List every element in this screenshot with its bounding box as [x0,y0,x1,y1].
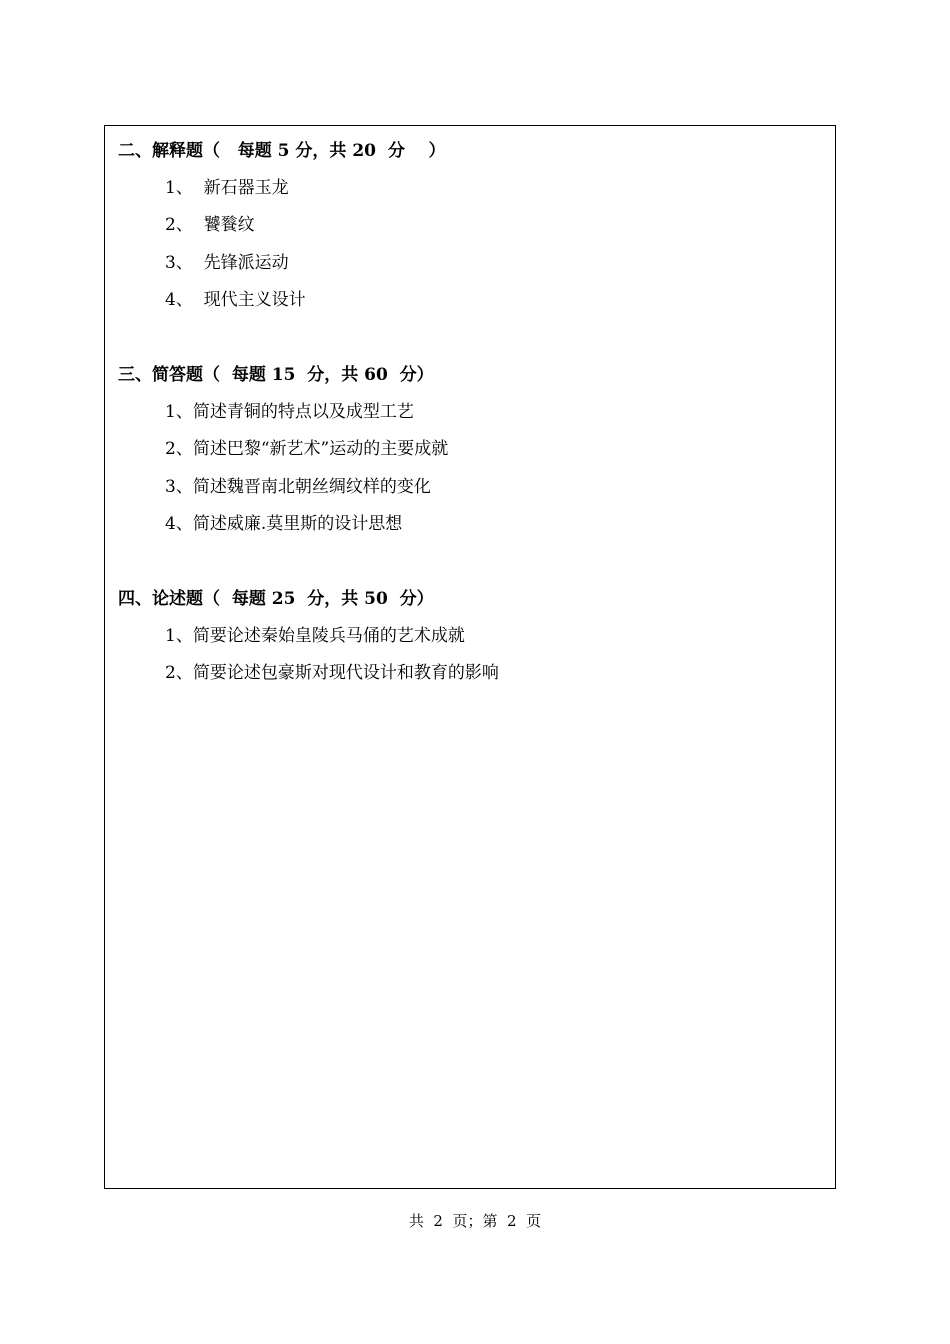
question-item: 2、简述巴黎“新艺术”运动的主要成就 [165,439,449,459]
question-item: 2、 饕餮纹 [165,215,255,235]
section-title-explanation: 二、解释题（ 每题 5 分，共 20 分 ） [118,141,446,161]
question-item: 4、简述威廉.莫里斯的设计思想 [165,514,403,534]
question-item: 4、 现代主义设计 [165,290,306,310]
question-item: 1、简要论述秦始皇陵兵马俑的艺术成就 [165,626,465,646]
question-item: 1、简述青铜的特点以及成型工艺 [165,402,414,422]
question-item: 2、简要论述包豪斯对现代设计和教育的影响 [165,663,499,683]
question-item: 1、 新石器玉龙 [165,178,289,198]
question-item: 3、 先锋派运动 [165,253,289,273]
question-item: 3、简述魏晋南北朝丝绸纹样的变化 [165,477,431,497]
exam-page-frame [104,125,836,1189]
section-title-essay: 四、论述题（ 每题 25 分，共 50 分） [118,589,434,609]
section-title-short-answer: 三、简答题（ 每题 15 分，共 60 分） [118,365,434,385]
page-number-footer: 共 2 页；第 2 页 [408,1212,542,1230]
